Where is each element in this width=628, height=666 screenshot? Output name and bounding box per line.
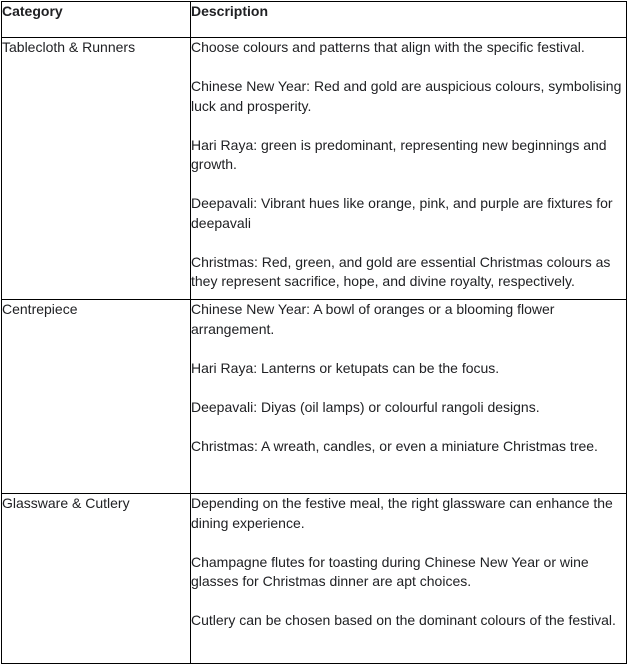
description-paragraph: Christmas: A wreath, candles, or even a miniature Christmas tree. <box>191 437 598 454</box>
description-cell <box>191 300 627 494</box>
description-paragraph: Deepavali: Diyas (oil lamps) or colourful rangoli designs. <box>191 398 540 415</box>
description-paragraph: Champagne flutes for toasting during Chinese New Year or wine glasses for Christmas dinner are apt choices. <box>191 553 589 589</box>
description-paragraph: Choose colours and patterns that align with the specific festival. <box>191 39 585 55</box>
description-paragraph: Chinese New Year: A bowl of oranges or a blooming flower arrangement. <box>191 301 555 337</box>
description-paragraph: Deepavali: Vibrant hues like orange, pink, and purple are fixtures for deepavali <box>191 195 613 231</box>
column-header-description: Description <box>191 2 627 38</box>
festive-table-setting-table <box>1 1 627 664</box>
table-header-row <box>2 2 627 38</box>
column-header-category: Category <box>2 2 191 38</box>
category-cell: Glassware & Cutlery <box>2 494 191 664</box>
category-cell: Tablecloth & Runners <box>2 38 191 300</box>
category-cell: Centrepiece <box>2 300 191 494</box>
table-row <box>2 38 627 300</box>
description-paragraph: Hari Raya: green is predominant, representing new beginnings and growth. <box>191 136 607 172</box>
table-row <box>2 300 627 494</box>
description-cell <box>191 38 627 300</box>
description-paragraph: Cutlery can be chosen based on the dominant colours of the festival. <box>191 612 616 628</box>
description-cell <box>191 494 627 664</box>
description-paragraph: Hari Raya: Lanterns or ketupats can be the focus. <box>191 359 500 376</box>
description-paragraph: Depending on the festive meal, the right glassware can enhance the dining experience. <box>191 495 613 531</box>
description-paragraph: Christmas: Red, green, and gold are essential Christmas colours as they represent sacrifice, hope, and divine royalty, respectively. <box>191 253 611 289</box>
table-row <box>2 494 627 664</box>
description-paragraph: Chinese New Year: Red and gold are auspicious colours, symbolising luck and prosperity. <box>191 78 622 114</box>
